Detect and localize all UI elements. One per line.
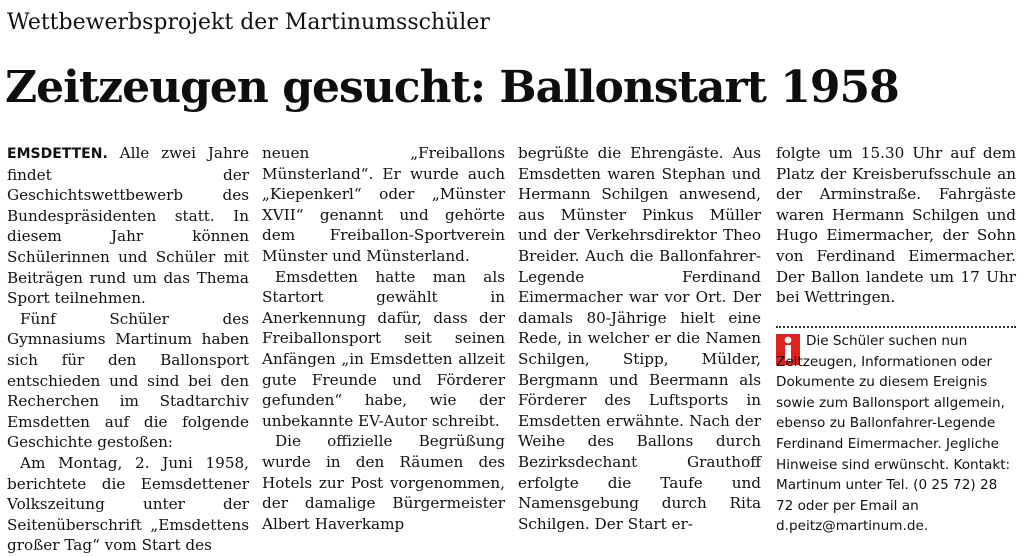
- dateline: EMSDETTEN.: [7, 146, 108, 162]
- article-column-4: [776, 143, 1016, 308]
- paragraph: begrüßte die Ehrengäste. Aus Emsdetten waren Stephan und Hermann Schilgen anwesend, aus Münster Pinkus Müller und der Verkehrsdirektor Theo Breider. Auch die Ballonfahrer-Legende Ferdinand Eimermacher war vor Ort. Der damals 80-Jährige hielt eine Rede, in welcher er die Namen Schilgen, Stipp, Mülder, Bergmann und Beermann als Förderer des Luftsports in Emsdetten erwähnte. Nach der Weihe des Ballons durch Bezirksdechant Grauthoff erfolgte die Taufe und Namensgebung durch Rita Schilgen. Der Start er-: [518, 144, 761, 533]
- paragraph: neuen „Freiballons Münsterland“. Er wurde auch „Kiepenkerl“ oder „Münster XVII“ genannt und gehörte dem Freiballon-Sportverein Münster und Münsterland.: [262, 144, 505, 265]
- article-headline: Zeitzeugen gesucht: Ballonstart 1958: [5, 62, 899, 113]
- paragraph-text: Alle zwei Jahre findet der Geschichtswettbewerb des Bundespräsidenten statt. In diesem Jahr können Schülerinnen und Schüler mit Beiträgen rund um das Thema Sport teilnehmen.: [7, 144, 249, 308]
- paragraph: Emsdetten hatte man als Startort gewählt in Anerkennung dafür, dass der Freiballonsport seit seinen Anfängen „in Emsdetten allzeit gute Freunde und Förderer gefunden“ habe, wie der unbekannte EV-Autor schreibt.: [262, 267, 505, 430]
- paragraph: [7, 143, 249, 309]
- info-box-text: [776, 331, 1016, 537]
- article-column-1: [7, 143, 249, 556]
- article-column-2: [262, 143, 505, 534]
- info-box: [776, 331, 1016, 537]
- dotted-divider: [776, 326, 1016, 328]
- article-kicker: Wettbewerbsprojekt der Martinumsschüler: [7, 10, 490, 35]
- paragraph: Die offizielle Begrüßung wurde in den Räumen des Hotels zur Post vorgenommen, der damalige Bürgermeister Albert Haverkamp: [262, 432, 505, 533]
- article-column-3: [518, 143, 761, 534]
- info-text: Die Schüler suchen nun Zeitzeugen, Informationen oder Dokumente zu diesem Ereignis sowie zum Ballonsport allgemein, ebenso zu Ballonfahrer-Legende Ferdinand Eimermacher. Jegliche Hinweise sind erwünscht. Kontakt: Martinum unter Tel. (0 25 72) 28 72 oder per Email an d.peitz@martinum.de.: [776, 333, 1011, 535]
- paragraph: folgte um 15.30 Uhr auf dem Platz der Kreisberufsschule an der Arminstraße. Fahrgäste waren Hermann Schilgen und Hugo Eimermacher, der Sohn von Ferdinand Eimermacher. Der Ballon landete um 17 Uhr bei Wettringen.: [776, 144, 1016, 307]
- paragraph: Am Montag, 2. Juni 1958, berichtete die Eemsdettener Volkszeitung unter der Seitenüberschrift „Emsdettens großer Tag“ vom Start des: [7, 453, 249, 555]
- paragraph: Fünf Schüler des Gymnasiums Martinum haben sich für den Ballonsport entschieden und sind bei den Recherchen im Stadtarchiv Emsdetten auf die folgende Geschichte gestoßen:: [7, 309, 249, 452]
